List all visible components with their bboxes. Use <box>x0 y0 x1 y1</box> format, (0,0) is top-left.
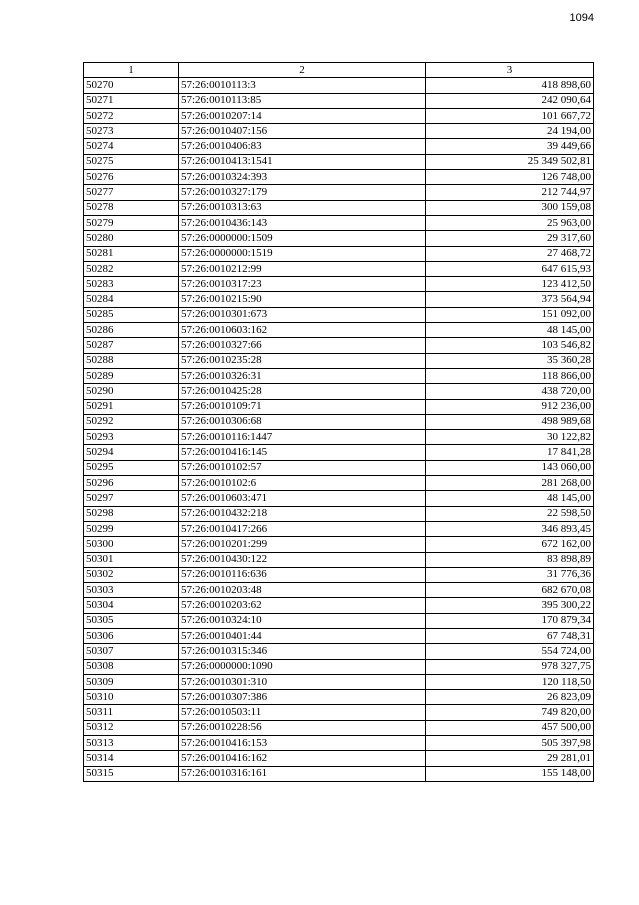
cadastral-value-cell: 22 598,50 <box>426 506 594 521</box>
cadastral-value-cell: 672 162,00 <box>426 537 594 552</box>
cadastral-number-cell: 57:26:0010327:179 <box>179 185 426 200</box>
cadastral-number-cell: 57:26:0010317:23 <box>179 277 426 292</box>
cadastral-value-cell: 27 468,72 <box>426 246 594 261</box>
row-number-cell: 50283 <box>84 277 179 292</box>
cadastral-number-cell: 57:26:0010116:1447 <box>179 430 426 445</box>
cadastral-value-cell: 17 841,28 <box>426 445 594 460</box>
cadastral-number-cell: 57:26:0010113:3 <box>179 78 426 93</box>
cadastral-number-cell: 57:26:0010315:346 <box>179 644 426 659</box>
table-row <box>84 154 594 169</box>
row-number-cell: 50275 <box>84 154 179 169</box>
table-row <box>84 705 594 720</box>
cadastral-value-cell: 26 823,09 <box>426 690 594 705</box>
row-number-cell: 50280 <box>84 231 179 246</box>
cadastral-value-cell: 24 194,00 <box>426 124 594 139</box>
row-number-cell: 50303 <box>84 583 179 598</box>
row-number-cell: 50293 <box>84 430 179 445</box>
row-number-cell: 50304 <box>84 598 179 613</box>
row-number-cell: 50290 <box>84 384 179 399</box>
table-row <box>84 644 594 659</box>
cadastral-number-cell: 57:26:0010203:48 <box>179 583 426 598</box>
row-number-cell: 50294 <box>84 445 179 460</box>
row-number-cell: 50288 <box>84 353 179 368</box>
cadastral-number-cell: 57:26:0010407:156 <box>179 124 426 139</box>
table-row <box>84 200 594 215</box>
cadastral-value-cell: 912 236,00 <box>426 399 594 414</box>
cadastral-value-cell: 418 898,60 <box>426 78 594 93</box>
row-number-cell: 50300 <box>84 537 179 552</box>
cadastral-number-cell: 57:26:0010235:28 <box>179 353 426 368</box>
cadastral-number-cell: 57:26:0000000:1090 <box>179 659 426 674</box>
cadastral-number-cell: 57:26:0010113:85 <box>179 93 426 108</box>
table-row <box>84 108 594 123</box>
cadastral-number-cell: 57:26:0010417:266 <box>179 521 426 536</box>
cadastral-value-cell: 647 615,93 <box>426 261 594 276</box>
table-row <box>84 292 594 307</box>
row-number-cell: 50287 <box>84 338 179 353</box>
table-row <box>84 323 594 338</box>
cadastral-value-cell: 457 500,00 <box>426 720 594 735</box>
cadastral-number-cell: 57:26:0010406:83 <box>179 139 426 154</box>
table-row <box>84 537 594 552</box>
table-row <box>84 766 594 781</box>
row-number-cell: 50273 <box>84 124 179 139</box>
table-row <box>84 399 594 414</box>
cadastral-value-cell: 39 449,66 <box>426 139 594 154</box>
cadastral-value-cell: 118 866,00 <box>426 368 594 383</box>
table-row <box>84 460 594 475</box>
cadastral-value-cell: 143 060,00 <box>426 460 594 475</box>
cadastral-value-cell: 373 564,94 <box>426 292 594 307</box>
row-number-cell: 50315 <box>84 766 179 781</box>
row-number-cell: 50270 <box>84 78 179 93</box>
cadastral-number-cell: 57:26:0010324:10 <box>179 613 426 628</box>
cadastral-number-cell: 57:26:0010416:153 <box>179 736 426 751</box>
cadastral-number-cell: 57:26:0010432:218 <box>179 506 426 521</box>
cadastral-value-cell: 395 300,22 <box>426 598 594 613</box>
cadastral-value-cell: 170 879,34 <box>426 613 594 628</box>
row-number-cell: 50299 <box>84 521 179 536</box>
column-header-2: 2 <box>179 63 426 78</box>
row-number-cell: 50306 <box>84 628 179 643</box>
cadastral-number-cell: 57:26:0010416:162 <box>179 751 426 766</box>
cadastral-value-cell: 103 546,82 <box>426 338 594 353</box>
table-row <box>84 215 594 230</box>
cadastral-number-cell: 57:26:0010301:673 <box>179 307 426 322</box>
table-row <box>84 185 594 200</box>
table-row <box>84 384 594 399</box>
row-number-cell: 50278 <box>84 200 179 215</box>
cadastral-number-cell: 57:26:0010306:68 <box>179 414 426 429</box>
table-row <box>84 430 594 445</box>
row-number-cell: 50301 <box>84 552 179 567</box>
cadastral-value-cell: 155 148,00 <box>426 766 594 781</box>
cadastral-number-cell: 57:26:0010413:1541 <box>179 154 426 169</box>
row-number-cell: 50271 <box>84 93 179 108</box>
cadastral-value-cell: 48 145,00 <box>426 323 594 338</box>
table-row <box>84 583 594 598</box>
cadastral-number-cell: 57:26:0010503:11 <box>179 705 426 720</box>
cadastral-value-cell: 29 281,01 <box>426 751 594 766</box>
table-row <box>84 170 594 185</box>
cadastral-number-cell: 57:26:0010116:636 <box>179 567 426 582</box>
cadastral-number-cell: 57:26:0000000:1519 <box>179 246 426 261</box>
row-number-cell: 50274 <box>84 139 179 154</box>
cadastral-value-cell: 554 724,00 <box>426 644 594 659</box>
table-row <box>84 567 594 582</box>
table-row <box>84 476 594 491</box>
cadastral-number-cell: 57:26:0010102:57 <box>179 460 426 475</box>
table-row <box>84 690 594 705</box>
cadastral-value-cell: 48 145,00 <box>426 491 594 506</box>
cadastral-number-cell: 57:26:0010201:299 <box>179 537 426 552</box>
row-number-cell: 50284 <box>84 292 179 307</box>
table-row <box>84 246 594 261</box>
cadastral-number-cell: 57:26:0010313:63 <box>179 200 426 215</box>
cadastral-value-cell: 120 118,50 <box>426 674 594 689</box>
cadastral-value-cell: 67 748,31 <box>426 628 594 643</box>
row-number-cell: 50313 <box>84 736 179 751</box>
cadastral-value-table <box>83 62 594 782</box>
row-number-cell: 50292 <box>84 414 179 429</box>
column-header-3: 3 <box>426 63 594 78</box>
table-row <box>84 78 594 93</box>
cadastral-value-cell: 29 317,60 <box>426 231 594 246</box>
table-row <box>84 521 594 536</box>
row-number-cell: 50308 <box>84 659 179 674</box>
table-row <box>84 277 594 292</box>
cadastral-number-cell: 57:26:0010416:145 <box>179 445 426 460</box>
column-header-1: 1 <box>84 63 179 78</box>
table-body <box>84 78 594 782</box>
table-row <box>84 445 594 460</box>
cadastral-value-cell: 126 748,00 <box>426 170 594 185</box>
cadastral-value-cell: 300 159,08 <box>426 200 594 215</box>
cadastral-value-cell: 242 090,64 <box>426 93 594 108</box>
row-number-cell: 50296 <box>84 476 179 491</box>
table-row <box>84 338 594 353</box>
cadastral-value-cell: 30 122,82 <box>426 430 594 445</box>
table-row <box>84 93 594 108</box>
table-row <box>84 613 594 628</box>
cadastral-value-cell: 212 744,97 <box>426 185 594 200</box>
cadastral-value-cell: 101 667,72 <box>426 108 594 123</box>
cadastral-value-cell: 25 349 502,81 <box>426 154 594 169</box>
row-number-cell: 50281 <box>84 246 179 261</box>
cadastral-number-cell: 57:26:0000000:1509 <box>179 231 426 246</box>
cadastral-number-cell: 57:26:0010307:386 <box>179 690 426 705</box>
cadastral-number-cell: 57:26:0010326:31 <box>179 368 426 383</box>
row-number-cell: 50291 <box>84 399 179 414</box>
cadastral-value-cell: 505 397,98 <box>426 736 594 751</box>
cadastral-number-cell: 57:26:0010228:56 <box>179 720 426 735</box>
table-row <box>84 307 594 322</box>
cadastral-value-cell: 346 893,45 <box>426 521 594 536</box>
table-header <box>84 63 594 78</box>
table-row <box>84 261 594 276</box>
cadastral-value-cell: 31 776,36 <box>426 567 594 582</box>
cadastral-number-cell: 57:26:0010603:162 <box>179 323 426 338</box>
table-row <box>84 674 594 689</box>
table-row <box>84 414 594 429</box>
cadastral-value-cell: 281 268,00 <box>426 476 594 491</box>
cadastral-value-cell: 978 327,75 <box>426 659 594 674</box>
row-number-cell: 50305 <box>84 613 179 628</box>
table-row <box>84 124 594 139</box>
row-number-cell: 50307 <box>84 644 179 659</box>
table-row <box>84 736 594 751</box>
row-number-cell: 50310 <box>84 690 179 705</box>
table-row <box>84 139 594 154</box>
cadastral-number-cell: 57:26:0010301:310 <box>179 674 426 689</box>
cadastral-value-cell: 438 720,00 <box>426 384 594 399</box>
cadastral-number-cell: 57:26:0010215:90 <box>179 292 426 307</box>
row-number-cell: 50314 <box>84 751 179 766</box>
row-number-cell: 50272 <box>84 108 179 123</box>
row-number-cell: 50298 <box>84 506 179 521</box>
table-row <box>84 506 594 521</box>
table-row <box>84 552 594 567</box>
row-number-cell: 50276 <box>84 170 179 185</box>
row-number-cell: 50279 <box>84 215 179 230</box>
cadastral-number-cell: 57:26:0010425:28 <box>179 384 426 399</box>
row-number-cell: 50295 <box>84 460 179 475</box>
table-row <box>84 659 594 674</box>
cadastral-value-cell: 749 820,00 <box>426 705 594 720</box>
header-row <box>84 63 594 78</box>
page-number: 1094 <box>569 12 594 24</box>
cadastral-number-cell: 57:26:0010212:99 <box>179 261 426 276</box>
row-number-cell: 50282 <box>84 261 179 276</box>
table-row <box>84 491 594 506</box>
row-number-cell: 50312 <box>84 720 179 735</box>
table-row <box>84 751 594 766</box>
row-number-cell: 50286 <box>84 323 179 338</box>
table-row <box>84 720 594 735</box>
cadastral-number-cell: 57:26:0010324:393 <box>179 170 426 185</box>
cadastral-value-cell: 35 360,28 <box>426 353 594 368</box>
row-number-cell: 50309 <box>84 674 179 689</box>
cadastral-number-cell: 57:26:0010203:62 <box>179 598 426 613</box>
row-number-cell: 50297 <box>84 491 179 506</box>
table-row <box>84 353 594 368</box>
cadastral-value-cell: 83 898,89 <box>426 552 594 567</box>
cadastral-number-cell: 57:26:0010316:161 <box>179 766 426 781</box>
cadastral-number-cell: 57:26:0010430:122 <box>179 552 426 567</box>
table-row <box>84 368 594 383</box>
cadastral-value-cell: 25 963,00 <box>426 215 594 230</box>
cadastral-value-cell: 498 989,68 <box>426 414 594 429</box>
cadastral-value-cell: 151 092,00 <box>426 307 594 322</box>
cadastral-value-cell: 682 670,08 <box>426 583 594 598</box>
table-row <box>84 598 594 613</box>
cadastral-number-cell: 57:26:0010327:66 <box>179 338 426 353</box>
cadastral-number-cell: 57:26:0010436:143 <box>179 215 426 230</box>
row-number-cell: 50289 <box>84 368 179 383</box>
row-number-cell: 50311 <box>84 705 179 720</box>
row-number-cell: 50277 <box>84 185 179 200</box>
cadastral-number-cell: 57:26:0010207:14 <box>179 108 426 123</box>
cadastral-value-cell: 123 412,50 <box>426 277 594 292</box>
row-number-cell: 50285 <box>84 307 179 322</box>
cadastral-number-cell: 57:26:0010102:6 <box>179 476 426 491</box>
table-row <box>84 628 594 643</box>
row-number-cell: 50302 <box>84 567 179 582</box>
cadastral-number-cell: 57:26:0010109:71 <box>179 399 426 414</box>
cadastral-number-cell: 57:26:0010401:44 <box>179 628 426 643</box>
table-row <box>84 231 594 246</box>
cadastral-number-cell: 57:26:0010603:471 <box>179 491 426 506</box>
